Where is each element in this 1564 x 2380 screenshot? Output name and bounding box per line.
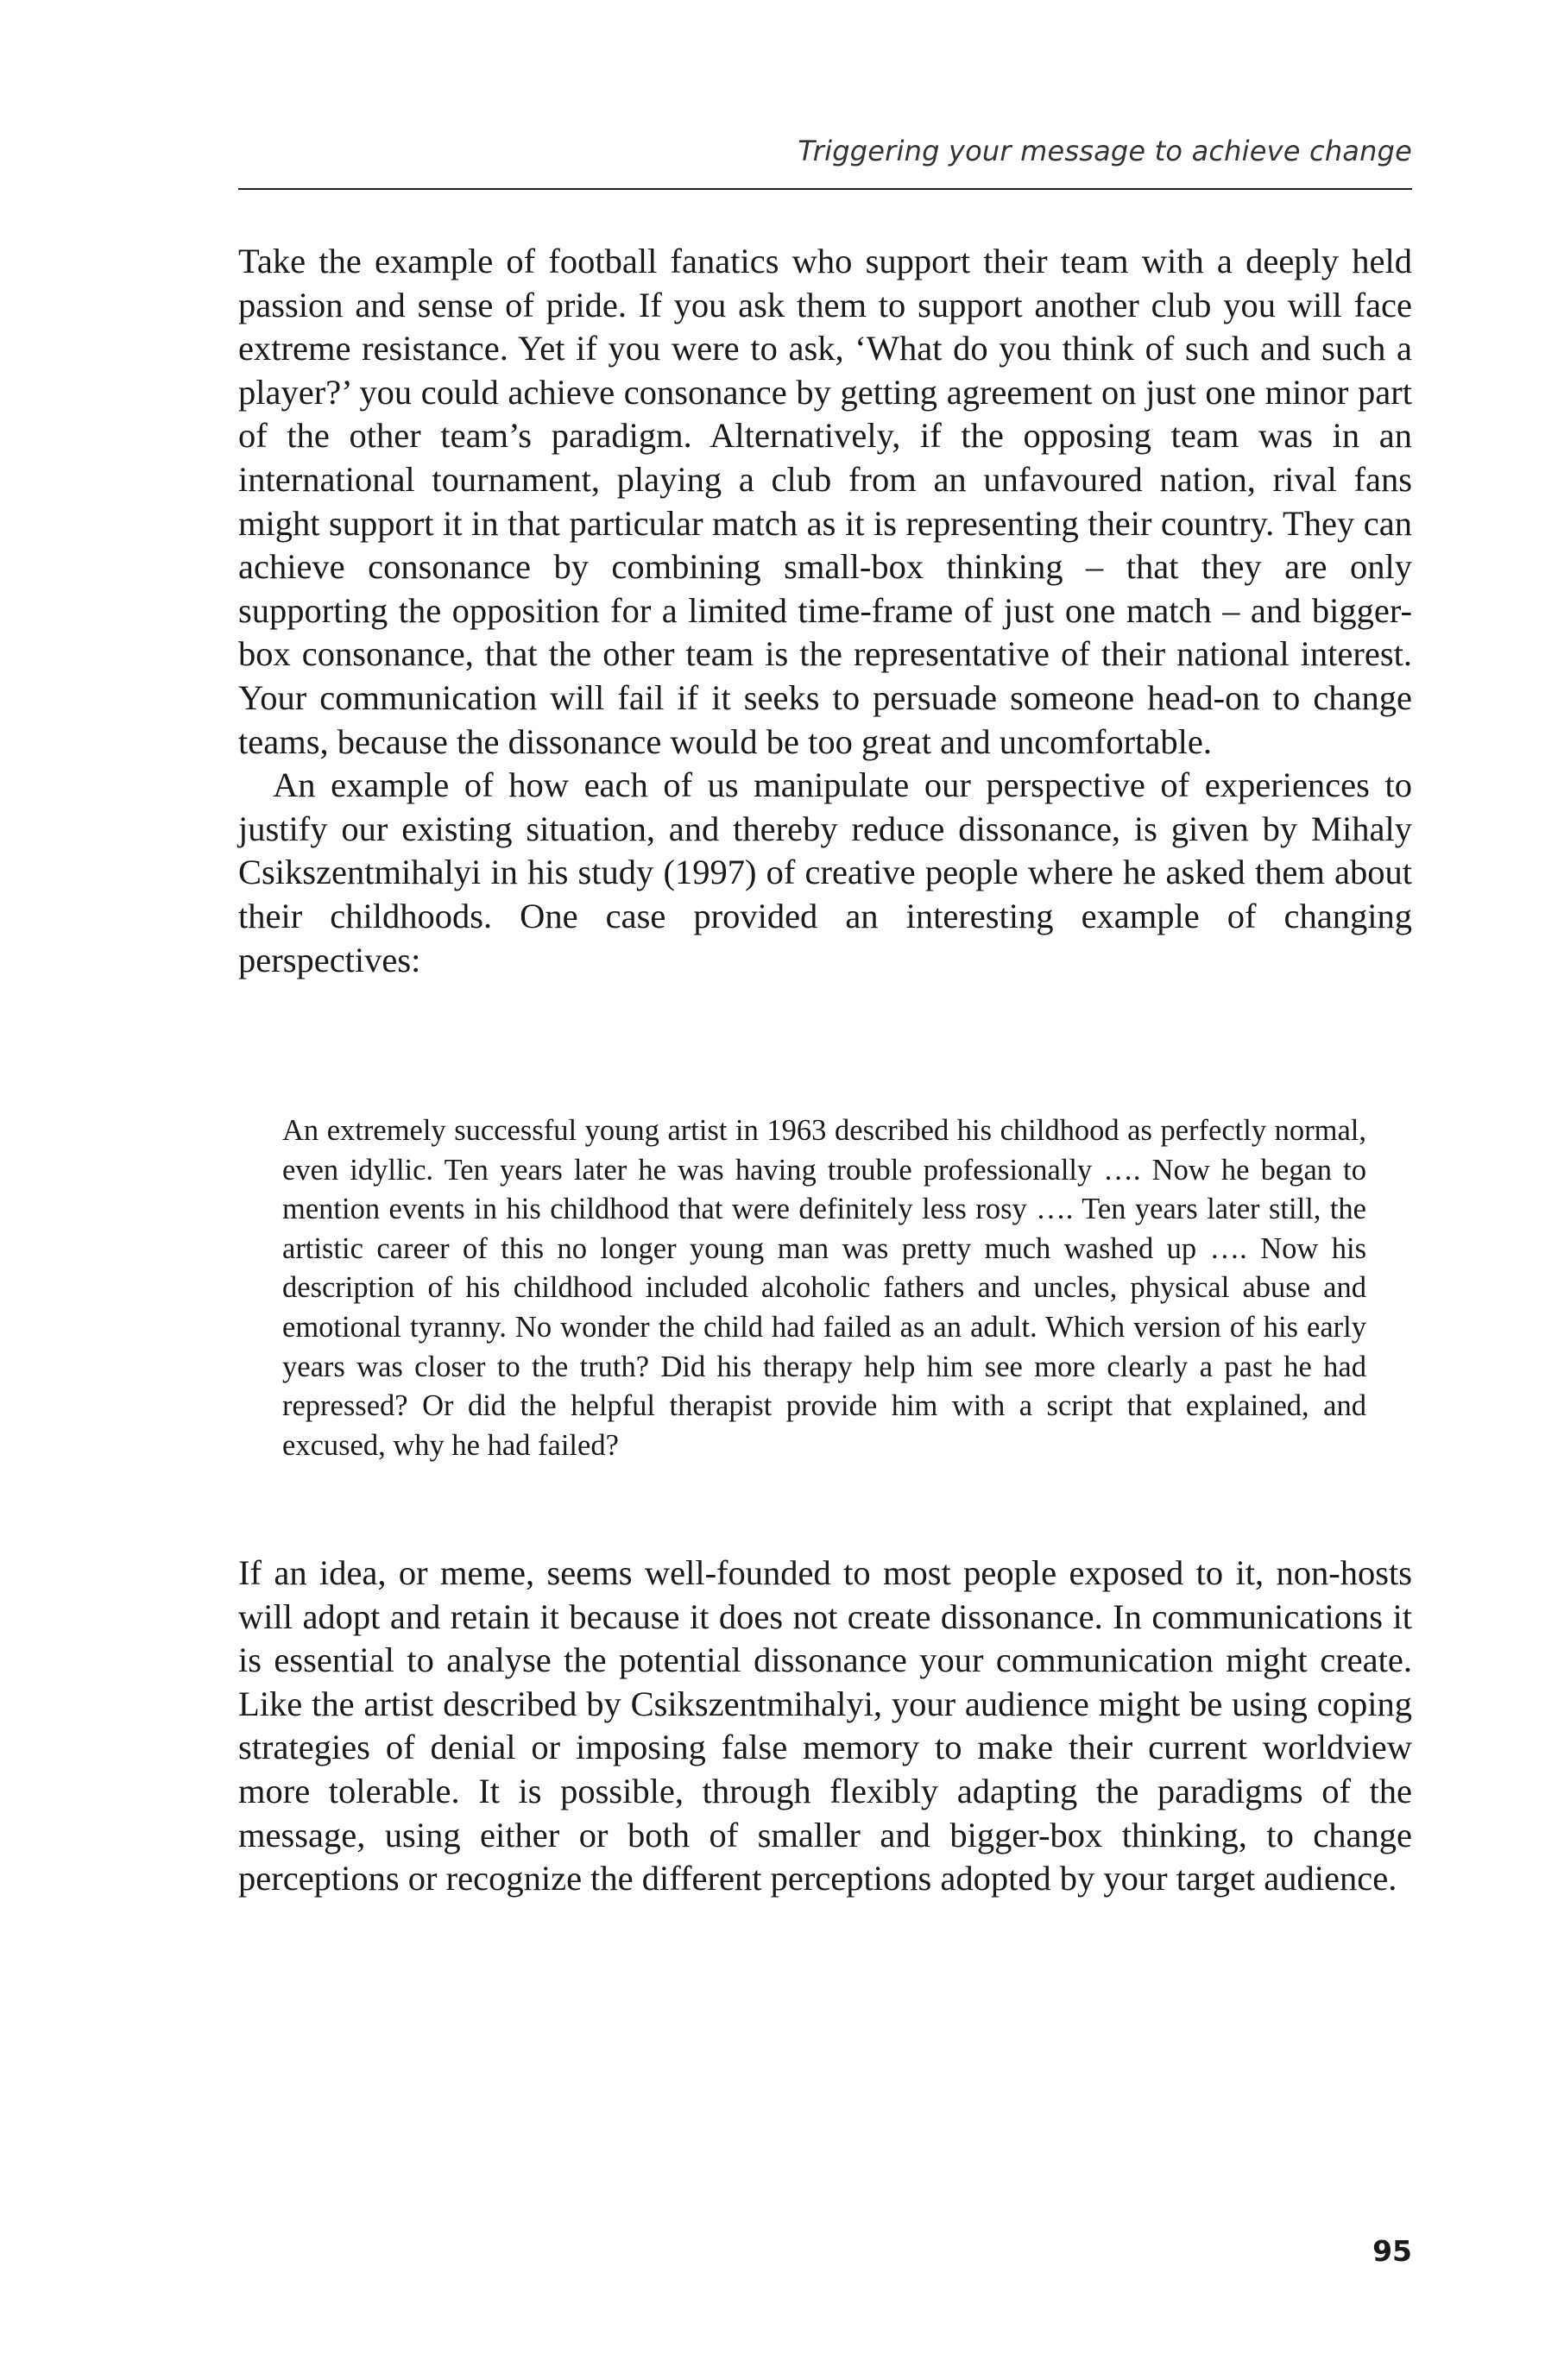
body-paragraph-2: An example of how each of us manipulate our perspective of experiences to justify our existing situation, and thereby reduce dissonance, is given by Mihaly Csikszentmihalyi in his study (1997) of creative people where he asked them about their childhoods. One case provided an interesting example of changing perspectives: — [238, 765, 1412, 979]
block-quote — [282, 1111, 1366, 1465]
body-text-bottom — [238, 1552, 1412, 1901]
body-paragraph-3: If an idea, or meme, seems well-founded to most people exposed to it, non-hosts will adopt and retain it because it does not create dissonance. In communications it is essential to analyse the potential dissonance your communication might create. Like the artist described by Csikszentmihalyi, your audience might be using coping strategies of denial or imposing false memory to make their current worldview more tolerable. It is possible, through flexibly adapting the paradigms of the message, using either or both of smaller and bigger-box thinking, to change perceptions or recognize the different perceptions adopted by your target audience. — [238, 1553, 1412, 1898]
page-number: 95 — [1372, 2234, 1412, 2268]
block-quote-text: An extremely successful young artist in 1963 described his childhood as perfectly normal, even idyllic. Ten years later he was having trouble professionally …. Now he began to mention events in his childhood that were definitely less rosy …. Ten years later still, the artistic career of this no longer young man was pretty much washed up …. Now his description of his childhood included alcoholic fathers and uncles, physical abuse and emotional tyranny. No wonder the child had failed as an adult. Which version of his early years was closer to the truth? Did his therapy help him see more clearly a past he had repressed? Or did the helpful therapist provide him with a script that explained, and excused, why he had failed? — [282, 1114, 1366, 1462]
body-paragraph-1: Take the example of football fanatics who support their team with a deeply held passion and sense of pride. If you ask them to support another club you will face extreme resistance. Yet if you were to ask, ‘What do you think of such and such a player?’ you could achieve consonance by getting agreement on just one minor part of the other team’s paradigm. Alternatively, if the opposing team was in an international tournament, playing a club from an unfavoured nation, rival fans might support it in that particular match as it is representing their country. They can achieve consonance by combining small-box thinking – that they are only supporting the opposition for a limited time-frame of just one match – and bigger-box consonance, that the other team is the representative of their national interest. Your communication will fail if it seeks to persuade someone head-on to change teams, because the dissonance would be too great and uncomfortable. — [238, 242, 1412, 761]
running-head-title: Triggering your message to achieve change — [798, 135, 1412, 167]
body-text-top — [238, 240, 1412, 982]
header-rule — [238, 188, 1412, 190]
